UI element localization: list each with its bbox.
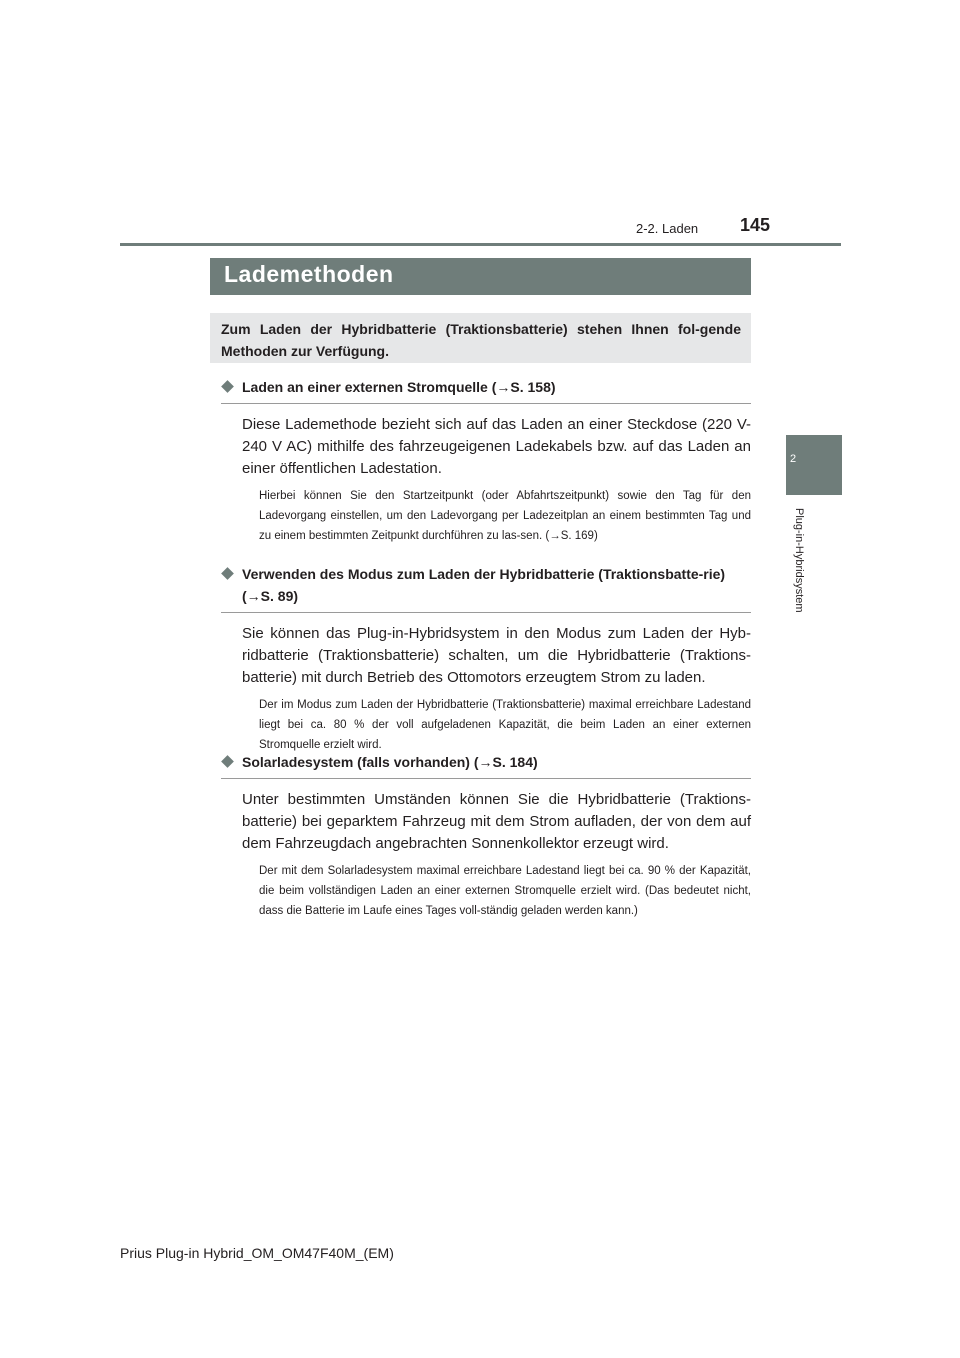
section-heading-text: Verwenden des Modus zum Laden der Hybridbatterie (Traktionsbatte-rie) (→S. 89) (242, 566, 726, 604)
intro-box (210, 313, 751, 363)
section-heading-text: Solarladesystem (falls vorhanden) (→S. 184) (242, 754, 538, 770)
section-body: Sie können das Plug-in-Hybridsystem in den Modus zum Laden der Hyb-ridbatterie (Traktionsbatterie) schalten, um die Hybridbatterie (Traktions-batterie) mit durch Betrieb des Ottomotors erzeugtem Strom zu laden. (242, 625, 751, 686)
chapter-tab (786, 435, 842, 495)
page-number: 145 (740, 215, 771, 235)
title-band (210, 258, 751, 295)
section-heading (221, 563, 751, 613)
page-title: Lademethoden (224, 261, 394, 287)
section-heading (221, 376, 751, 404)
section-body: Unter bestimmten Umständen können Sie die Hybridbatterie (Traktions-batterie) bei geparktem Fahrzeug mit dem Strom aufladen, der von dem auf dem Fahrzeugdach angebrachten Sonnenkollektor erzeugt wird. (242, 791, 751, 852)
diamond-bullet-icon (221, 755, 234, 768)
diamond-bullet-icon (221, 380, 234, 393)
section-body: Diese Lademethode bezieht sich auf das Laden an einer Steckdose (220 V-240 V AC) mithilfe des fahrzeugeigenen Ladekabels bzw. auf das Laden an einer öffentlichen Ladestation. (242, 416, 751, 477)
section-solar-charging (221, 751, 751, 921)
section-external-charging (221, 376, 751, 546)
section-note: Der im Modus zum Laden der Hybridbatterie (Traktionsbatterie) maximal erreichbare Ladestand liegt bei ca. 80 % der voll aufgeladenen Kapazität, die beim Laden an einer externen Stromquelle erzielt wird. (259, 699, 751, 751)
section-note: Der mit dem Solarladesystem maximal erreichbare Ladestand liegt bei ca. 90 % der Kapazität, die beim vollständigen Laden an einer externen Stromquelle erzielt wird. (Das bedeutet nicht, dass die Batterie im Laufe eines Tages voll-ständig geladen werden kann.) (259, 865, 751, 917)
intro-text: Zum Laden der Hybridbatterie (Traktionsbatterie) stehen Ihnen fol-gende Methoden zur Verfügung. (221, 321, 741, 359)
section-charge-mode (221, 563, 751, 755)
header-section-label: 2-2. Laden (636, 221, 699, 236)
chapter-tab-number: 2 (789, 453, 797, 465)
header-rule (120, 243, 841, 246)
footer-document-id: Prius Plug-in Hybrid_OM_OM47F40M_(EM) (120, 1245, 394, 1261)
chapter-tab-label: Plug-in-Hybridsystem (793, 508, 805, 613)
diamond-bullet-icon (221, 567, 234, 580)
section-heading-text: Laden an einer externen Stromquelle (→S. 158) (242, 379, 556, 395)
section-note: Hierbei können Sie den Startzeitpunkt (oder Abfahrtszeitpunkt) sowie den Tag für den Ladevorgang einstellen, um den Ladevorgang per Ladezeitplan an einem bestimmten Tag und zu einem bestimmten Zeitpunkt durchführen zu las-sen. (→S. 169) (259, 490, 751, 542)
section-heading (221, 751, 751, 779)
